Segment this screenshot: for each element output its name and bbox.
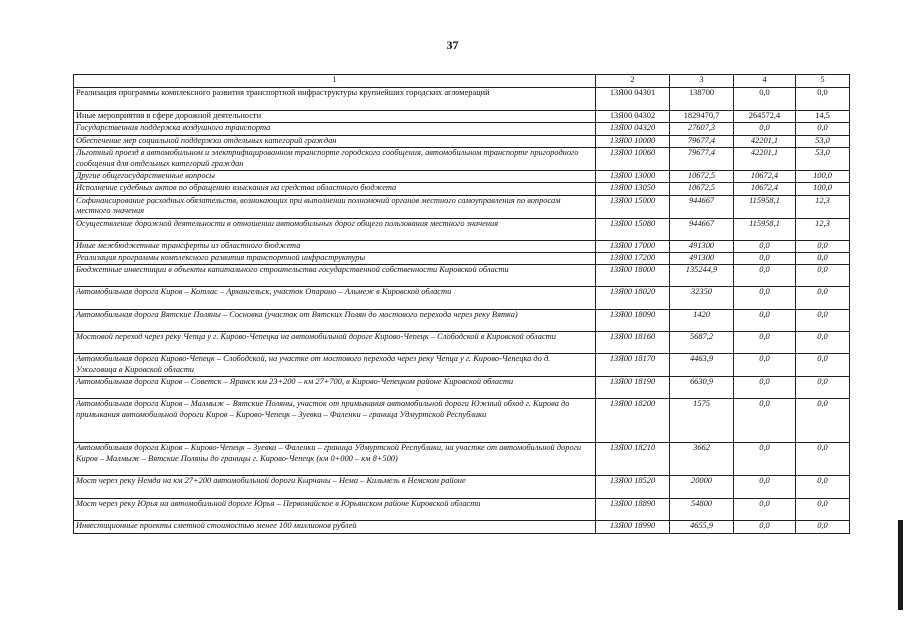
row-code-cell: 13Я00 13050 <box>596 183 670 195</box>
row-amount-cell: 1420 <box>670 310 734 332</box>
row-percent-cell: 100,0 <box>796 183 850 195</box>
row-percent-cell: 0,0 <box>796 253 850 265</box>
table-row <box>74 111 850 123</box>
table-row <box>74 171 850 183</box>
row-executed-cell: 0,0 <box>734 287 796 310</box>
row-name-cell: Льготный проезд в автомобильном и электрифицированном транспорте городского сообщения, автомобильном транспорте пригородного сообщения для отдельных категорий граждан <box>74 148 596 171</box>
row-name-cell: Мост через реку Юрья на автомобильной дороге Юрья – Первомайское в Юрьянском районе Кировской области <box>74 499 596 521</box>
row-executed-cell: 10672,4 <box>734 171 796 183</box>
row-executed-cell: 0,0 <box>734 399 796 443</box>
column-header-4: 4 <box>734 75 796 88</box>
table-row <box>74 88 850 111</box>
row-executed-cell: 42201,1 <box>734 135 796 147</box>
row-executed-cell: 0,0 <box>734 332 796 354</box>
table-row <box>74 218 850 240</box>
row-name-cell: Автомобильная дорога Кирово-Чепецк – Слободской, на участке от мостового перехода через реку Чепца у г. Кирово-Чепецка до д. Ужоговица в Кировской области <box>74 354 596 377</box>
row-amount-cell: 944667 <box>670 218 734 240</box>
row-percent-cell: 12,3 <box>796 218 850 240</box>
table-row <box>74 354 850 377</box>
column-header-5: 5 <box>796 75 850 88</box>
row-percent-cell: 0,0 <box>796 443 850 476</box>
row-executed-cell: 0,0 <box>734 476 796 499</box>
row-executed-cell: 0,0 <box>734 521 796 533</box>
row-executed-cell: 42201,1 <box>734 148 796 171</box>
row-executed-cell: 115958,1 <box>734 195 796 218</box>
table-row <box>74 399 850 443</box>
table-body <box>74 88 850 534</box>
row-percent-cell: 100,0 <box>796 171 850 183</box>
table-row <box>74 265 850 287</box>
row-percent-cell: 0,0 <box>796 521 850 533</box>
row-code-cell: 13Я00 18170 <box>596 354 670 377</box>
row-percent-cell: 0,0 <box>796 377 850 399</box>
row-name-cell: Софинансирование расходных обязательств, возникающих при выполнении полномочий органов местного самоуправления по вопросам местного значения <box>74 195 596 218</box>
table-row <box>74 123 850 135</box>
table-row <box>74 287 850 310</box>
row-amount-cell: 54800 <box>670 499 734 521</box>
row-amount-cell: 491300 <box>670 240 734 252</box>
budget-table <box>73 74 850 534</box>
row-amount-cell: 10672,5 <box>670 171 734 183</box>
row-executed-cell: 0,0 <box>734 310 796 332</box>
row-percent-cell: 0,0 <box>796 265 850 287</box>
row-percent-cell: 0,0 <box>796 354 850 377</box>
row-code-cell: 13Я00 18020 <box>596 287 670 310</box>
row-code-cell: 13Я00 18160 <box>596 332 670 354</box>
row-executed-cell: 0,0 <box>734 88 796 111</box>
row-code-cell: 13Я00 15080 <box>596 218 670 240</box>
row-percent-cell: 0,0 <box>796 88 850 111</box>
row-name-cell: Государственная поддержка воздушного транспорта <box>74 123 596 135</box>
row-amount-cell: 32350 <box>670 287 734 310</box>
table-row <box>74 499 850 521</box>
row-amount-cell: 944667 <box>670 195 734 218</box>
row-code-cell: 13Я00 17000 <box>596 240 670 252</box>
row-name-cell: Инвестиционные проекты сметной стоимостью менее 100 миллионов рублей <box>74 521 596 533</box>
row-executed-cell: 264572,4 <box>734 111 796 123</box>
row-percent-cell: 0,0 <box>796 476 850 499</box>
row-amount-cell: 79677,4 <box>670 148 734 171</box>
column-number-row <box>74 75 850 88</box>
row-executed-cell: 115958,1 <box>734 218 796 240</box>
table-row <box>74 253 850 265</box>
row-name-cell: Автомобильная дорога Киров – Кирово-Чепецк – Зуевка – Фаленки – граница Удмуртской Республики, на участке от автомобильной дороги Киров – Малмыж – Вятские Поляны до границы г. Кирово-Чепецк (км 0+000 – км 8+500) <box>74 443 596 476</box>
column-header-3: 3 <box>670 75 734 88</box>
row-amount-cell: 3662 <box>670 443 734 476</box>
column-header-1: 1 <box>74 75 596 88</box>
row-amount-cell: 6630,9 <box>670 377 734 399</box>
row-executed-cell: 0,0 <box>734 253 796 265</box>
table-row <box>74 183 850 195</box>
row-name-cell: Реализация программы комплексного развития транспортной инфраструктуры <box>74 253 596 265</box>
row-amount-cell: 135244,9 <box>670 265 734 287</box>
page-number: 37 <box>446 38 459 52</box>
row-name-cell: Иные мероприятия в сфере дорожной деятельности <box>74 111 596 123</box>
row-code-cell: 13Я00 18190 <box>596 377 670 399</box>
row-amount-cell: 1829470,7 <box>670 111 734 123</box>
row-percent-cell: 12,3 <box>796 195 850 218</box>
row-executed-cell: 0,0 <box>734 265 796 287</box>
row-percent-cell: 53,0 <box>796 148 850 171</box>
row-name-cell: Иные межбюджетные трансферты из областного бюджета <box>74 240 596 252</box>
row-code-cell: 13Я00 18990 <box>596 521 670 533</box>
row-amount-cell: 20000 <box>670 476 734 499</box>
row-executed-cell: 10672,4 <box>734 183 796 195</box>
row-amount-cell: 5687,2 <box>670 332 734 354</box>
row-amount-cell: 27607,3 <box>670 123 734 135</box>
row-name-cell: Осуществление дорожной деятельности в отношении автомобильных дорог общего пользования местного значения <box>74 218 596 240</box>
row-amount-cell: 79677,4 <box>670 135 734 147</box>
row-percent-cell: 0,0 <box>796 332 850 354</box>
row-executed-cell: 0,0 <box>734 240 796 252</box>
row-code-cell: 13Я00 18890 <box>596 499 670 521</box>
row-executed-cell: 0,0 <box>734 123 796 135</box>
row-code-cell: 13Я00 04301 <box>596 88 670 111</box>
row-executed-cell: 0,0 <box>734 354 796 377</box>
row-amount-cell: 491300 <box>670 253 734 265</box>
row-amount-cell: 138700 <box>670 88 734 111</box>
row-code-cell: 13Я00 04302 <box>596 111 670 123</box>
table-row <box>74 521 850 533</box>
table-row <box>74 148 850 171</box>
table-row <box>74 443 850 476</box>
table-row <box>74 310 850 332</box>
row-amount-cell: 4463,9 <box>670 354 734 377</box>
row-name-cell: Реализация программы комплексного развития транспортной инфраструктуры крупнейших городских агломераций <box>74 88 596 111</box>
row-executed-cell: 0,0 <box>734 443 796 476</box>
row-code-cell: 13Я00 10060 <box>596 148 670 171</box>
table-row <box>74 240 850 252</box>
row-percent-cell: 0,0 <box>796 123 850 135</box>
row-code-cell: 13Я00 18200 <box>596 399 670 443</box>
row-percent-cell: 14,5 <box>796 111 850 123</box>
row-code-cell: 13Я00 17200 <box>596 253 670 265</box>
row-code-cell: 13Я00 18520 <box>596 476 670 499</box>
table-row <box>74 332 850 354</box>
row-code-cell: 13Я00 10000 <box>596 135 670 147</box>
row-code-cell: 13Я00 15000 <box>596 195 670 218</box>
table-row <box>74 135 850 147</box>
row-code-cell: 13Я00 18000 <box>596 265 670 287</box>
row-name-cell: Автомобильная дорога Вятские Поляны – Сосновка (участок от Вятских Полян до мостового перехода через реку Вятка) <box>74 310 596 332</box>
row-executed-cell: 0,0 <box>734 377 796 399</box>
row-amount-cell: 1575 <box>670 399 734 443</box>
table-row <box>74 195 850 218</box>
table-row <box>74 377 850 399</box>
row-percent-cell: 0,0 <box>796 240 850 252</box>
row-amount-cell: 4655,9 <box>670 521 734 533</box>
scan-edge-mark <box>898 520 903 610</box>
row-name-cell: Бюджетные инвестиции в объекты капитального строительства государственной собственности Кировской области <box>74 265 596 287</box>
row-percent-cell: 0,0 <box>796 499 850 521</box>
row-executed-cell: 0,0 <box>734 499 796 521</box>
row-amount-cell: 10672,5 <box>670 183 734 195</box>
table-row <box>74 476 850 499</box>
row-name-cell: Мостовой переход через реку Чепца у г. Кирово-Чепецка на автомобильной дороге Кирово-Чепецк – Слободской в Кировской области <box>74 332 596 354</box>
budget-table-container <box>73 74 849 534</box>
row-code-cell: 13Я00 13000 <box>596 171 670 183</box>
row-name-cell: Обеспечение мер социальной поддержки отдельных категорий граждан <box>74 135 596 147</box>
row-percent-cell: 53,0 <box>796 135 850 147</box>
row-code-cell: 13Я00 18210 <box>596 443 670 476</box>
row-percent-cell: 0,0 <box>796 310 850 332</box>
row-name-cell: Автомобильная дорога Киров – Советск – Яранск км 23+200 – км 27+700, в Кирово-Чепецком районе Кировской области <box>74 377 596 399</box>
row-code-cell: 13Я00 04320 <box>596 123 670 135</box>
row-name-cell: Автомобильная дорога Киров – Котлас – Архангельск, участок Опарино – Альмеж в Кировской области <box>74 287 596 310</box>
row-name-cell: Мост через реку Немда на км 27+200 автомобильной дороги Кырчаны – Нема – Кильмезь в Немском районе <box>74 476 596 499</box>
row-name-cell: Автомобильная дорога Киров – Малмыж – Вятские Поляны, участок от примыкания автомобильной дороги Южный обход г. Кирова до примыкания автомобильной дороги Киров – Кирово-Чепецк – Зуевка – Фаленки – граница Удмуртской Республики <box>74 399 596 443</box>
row-percent-cell: 0,0 <box>796 399 850 443</box>
row-name-cell: Исполнение судебных актов по обращению взыскания на средства областного бюджета <box>74 183 596 195</box>
row-name-cell: Другие общегосударственные вопросы <box>74 171 596 183</box>
row-code-cell: 13Я00 18090 <box>596 310 670 332</box>
row-percent-cell: 0,0 <box>796 287 850 310</box>
column-header-2: 2 <box>596 75 670 88</box>
